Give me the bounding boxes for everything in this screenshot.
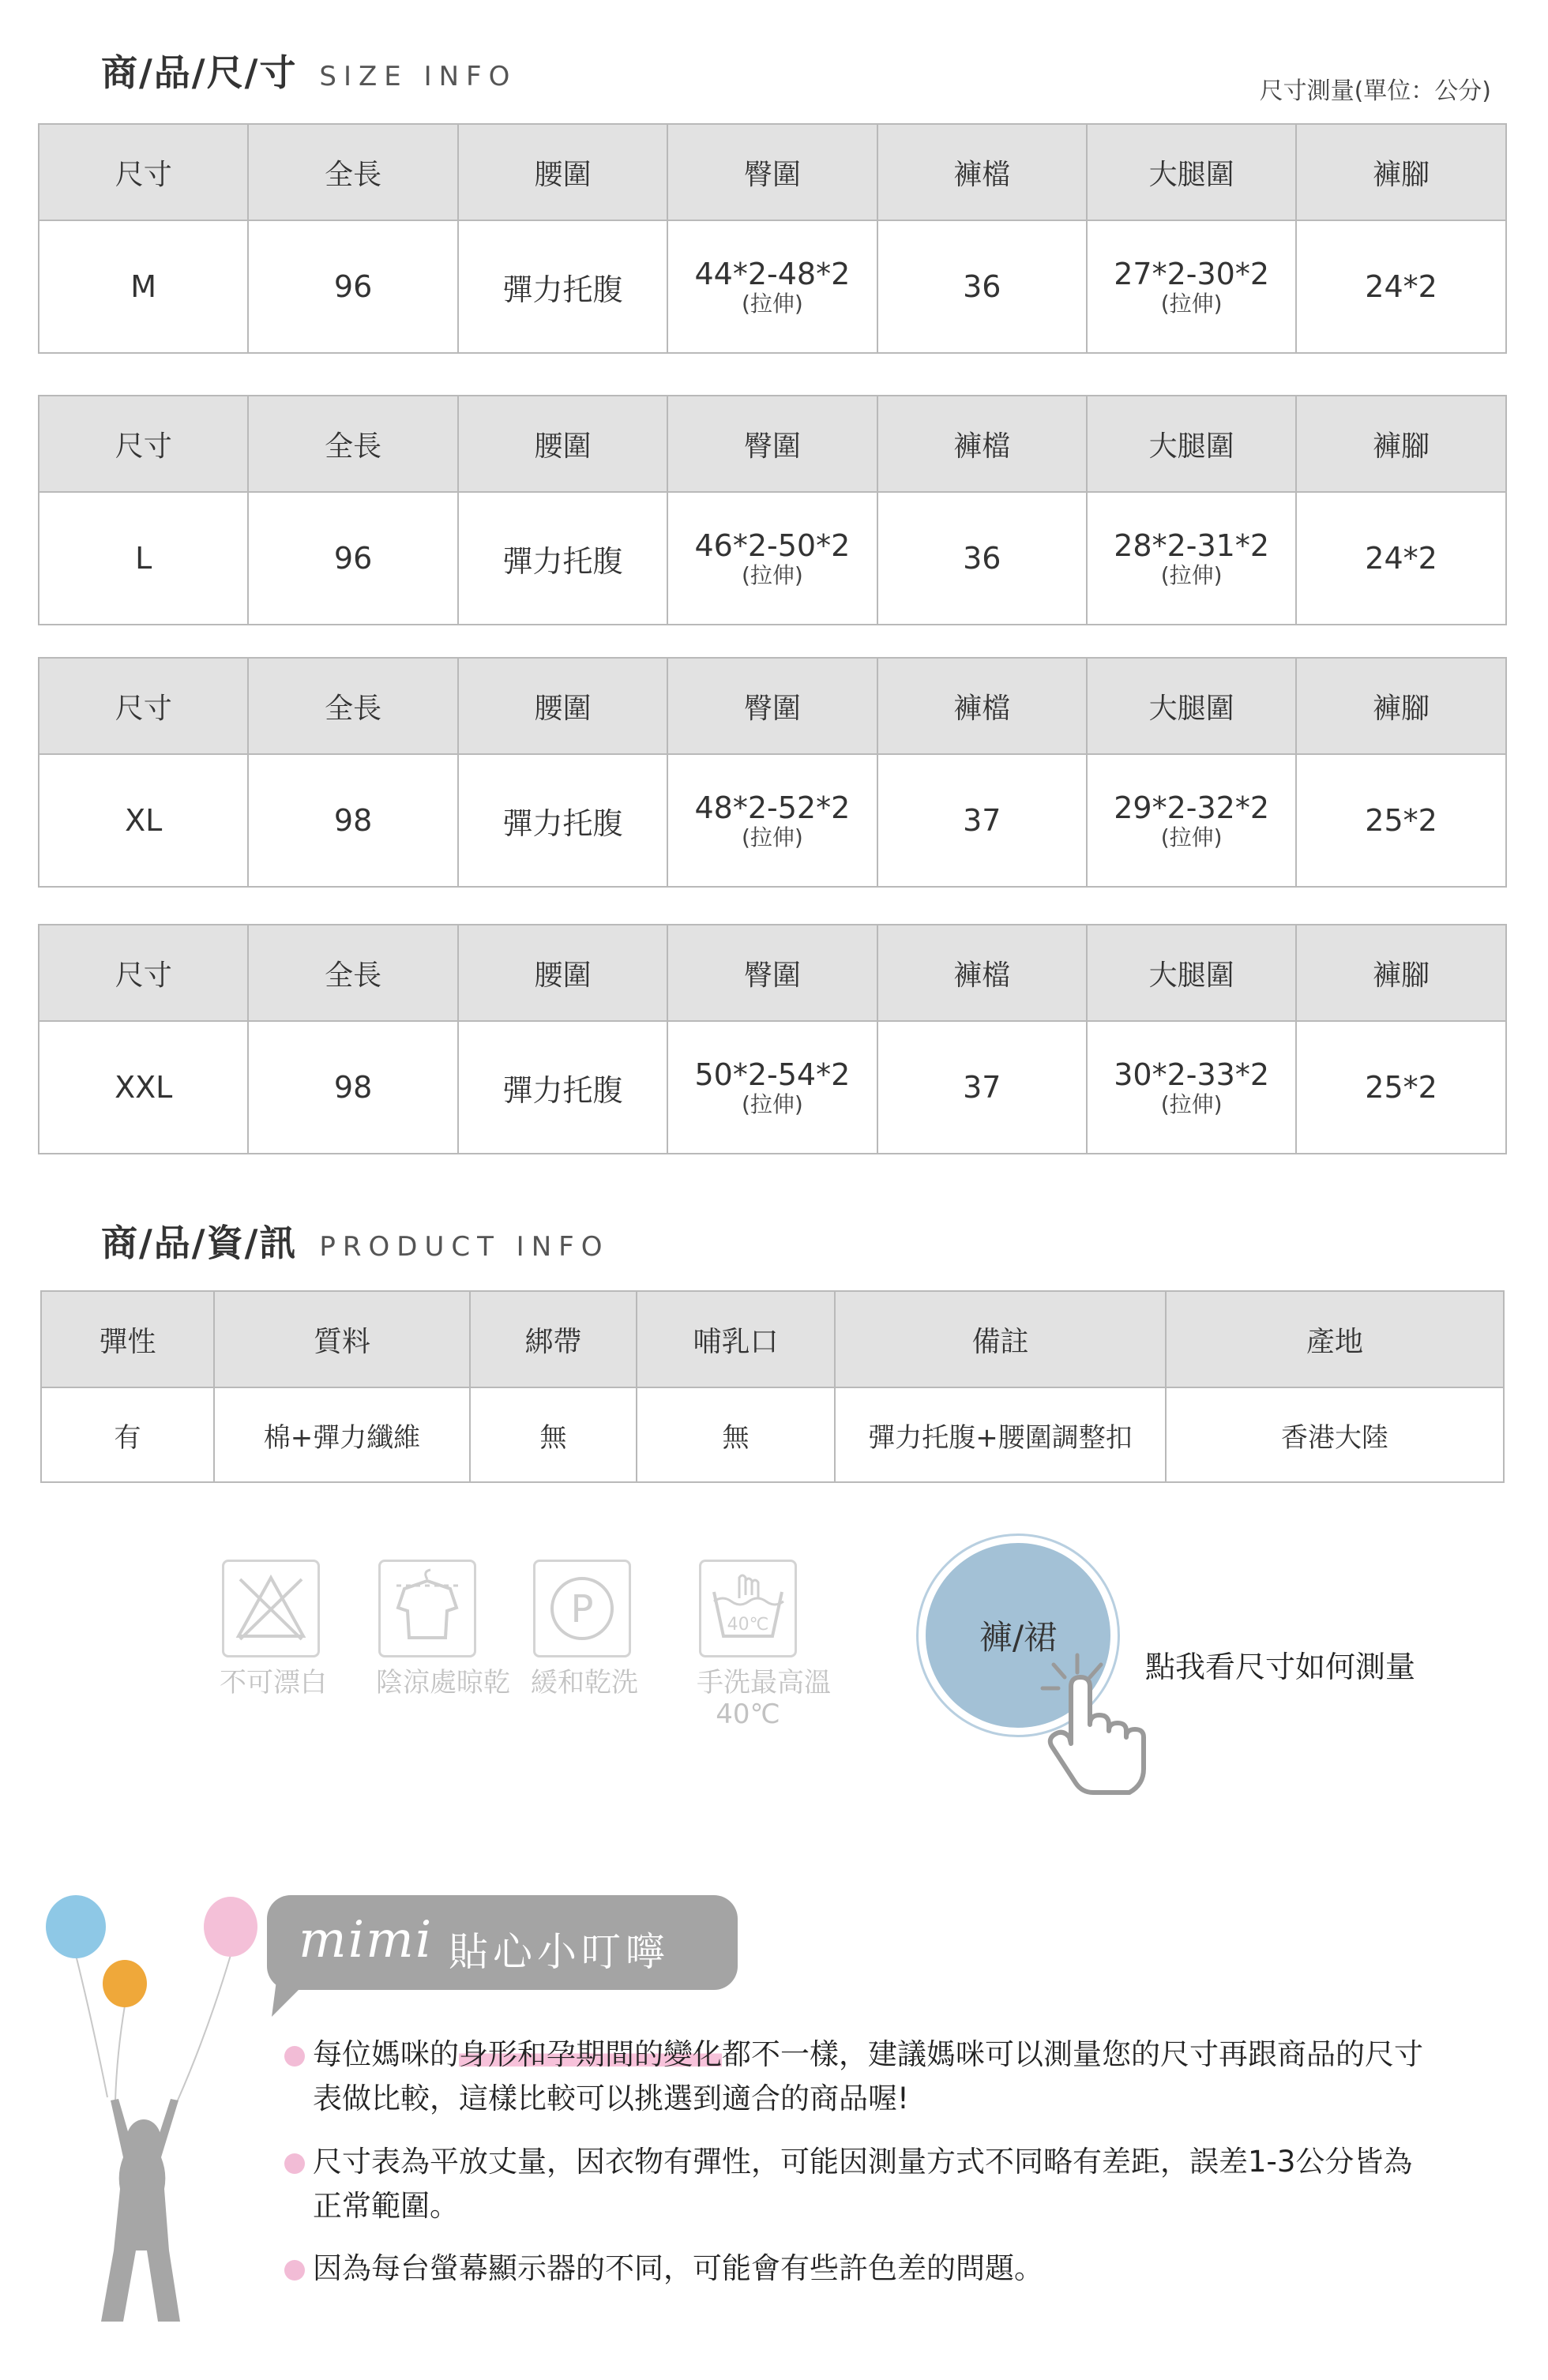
care-label: 陰涼處晾乾: [376, 1667, 510, 1699]
thigh-cell: [1087, 754, 1296, 887]
thigh-cell-value: 30*2-33*2: [1114, 1057, 1270, 1092]
hip-cell: [667, 492, 877, 625]
hand-wash-glyph: 40℃: [727, 1615, 769, 1635]
waist-cell: 彈力托腹: [458, 1021, 667, 1154]
size-cell: L: [39, 492, 248, 625]
hip-cell-value: 48*2-52*2: [694, 790, 851, 825]
size-data-row: [39, 220, 1506, 353]
header-size: 尺寸: [39, 396, 248, 492]
hip-cell-value: 44*2-48*2: [694, 257, 851, 291]
thigh-cell-note: (拉伸): [1160, 291, 1223, 317]
tip-item-2: [284, 2140, 1485, 2228]
header-waist: 腰圍: [458, 658, 667, 754]
hip-cell-note: (拉伸): [741, 1091, 803, 1117]
length-cell: 96: [248, 492, 457, 625]
thigh-cell-value: 28*2-31*2: [1114, 528, 1270, 563]
measure-guide-link[interactable]: 點我看尺寸如何測量: [1145, 1650, 1416, 1684]
care-label: 不可漂白: [220, 1667, 327, 1699]
hand-wash-icon: [699, 1560, 797, 1657]
size-header-row: [39, 925, 1506, 1021]
header-hem: 褲腳: [1296, 396, 1505, 492]
header-material: 質料: [214, 1291, 470, 1387]
value-material: 棉+彈力纖維: [214, 1387, 470, 1482]
product-info-subtitle: PRODUCT INFO: [319, 1231, 610, 1263]
header-crotch: 褲檔: [877, 124, 1087, 220]
hip-cell-note: (拉伸): [741, 562, 803, 588]
header-size: 尺寸: [39, 124, 248, 220]
dry-clean-glyph: P: [570, 1587, 594, 1631]
thigh-cell-note: (拉伸): [1160, 562, 1223, 588]
header-size: 尺寸: [39, 658, 248, 754]
value-nursing-opening: 無: [637, 1387, 835, 1482]
waist-cell: 彈力托腹: [458, 220, 667, 353]
header-origin: 產地: [1166, 1291, 1504, 1387]
product-value-row: [41, 1387, 1504, 1482]
balloon-girl-illustration: [32, 1879, 269, 2353]
tip-highlight: 身形和孕期間的變化: [459, 2037, 722, 2071]
hip-cell-value: 50*2-54*2: [694, 1057, 851, 1092]
header-hem: 褲腳: [1296, 925, 1505, 1021]
hip-cell-note: (拉伸): [741, 291, 803, 317]
size-header-row: [39, 124, 1506, 220]
tip-item-1: [284, 2033, 1485, 2121]
size-cell: XXL: [39, 1021, 248, 1154]
hip-cell: [667, 220, 877, 353]
product-header-row: [41, 1291, 1504, 1387]
header-crotch: 褲檔: [877, 925, 1087, 1021]
size-table-xl: [38, 657, 1507, 888]
crotch-cell: 37: [877, 754, 1087, 887]
thigh-cell-value: 29*2-32*2: [1114, 790, 1270, 825]
tip-text: 尺寸表為平放丈量，因衣物有彈性，可能因測量方式不同略有差距，誤差1-3公分皆為: [313, 2145, 1413, 2179]
hip-cell: [667, 1021, 877, 1154]
header-waist: 腰圍: [458, 925, 667, 1021]
header-size: 尺寸: [39, 925, 248, 1021]
hip-cell: [667, 754, 877, 887]
hem-cell: 24*2: [1296, 220, 1505, 353]
size-cell: M: [39, 220, 248, 353]
tip-text: 每位媽咪的: [313, 2037, 459, 2071]
header-waist: 腰圍: [458, 124, 667, 220]
size-info-heading: [101, 44, 517, 96]
tips-brand: mimi: [299, 1911, 434, 1969]
length-cell: 98: [248, 1021, 457, 1154]
hem-cell: 24*2: [1296, 492, 1505, 625]
hem-cell: 25*2: [1296, 754, 1505, 887]
header-hem: 褲腳: [1296, 124, 1505, 220]
tip-text: 都不一樣，建議媽咪可以測量您的尺寸再跟商品的尺寸: [722, 2037, 1423, 2071]
tip-bullet: [284, 2153, 305, 2174]
balloon-pink: [204, 1897, 257, 1957]
waist-cell: 彈力托腹: [458, 492, 667, 625]
crotch-cell: 36: [877, 220, 1087, 353]
care-gentle-dry-clean: [531, 1560, 638, 1699]
header-crotch: 褲檔: [877, 396, 1087, 492]
size-data-row: [39, 492, 1506, 625]
tips-title: 貼心小叮嚀: [449, 1929, 670, 1975]
tip-text-line2: 正常範圍。: [313, 2189, 459, 2223]
size-info-subtitle: SIZE INFO: [319, 61, 517, 92]
size-header-row: [39, 658, 1506, 754]
balloon-blue: [46, 1895, 106, 1958]
header-thigh: 大腿圍: [1087, 658, 1296, 754]
care-hand-wash: [697, 1560, 831, 1730]
size-data-row: [39, 1021, 1506, 1154]
balloon-orange: [103, 1960, 147, 2007]
hip-cell-value: 46*2-50*2: [694, 528, 851, 563]
thigh-cell-value: 27*2-30*2: [1114, 257, 1270, 291]
tip-text: 因為每台螢幕顯示器的不同，可能會有些許色差的問題。: [313, 2251, 1043, 2285]
header-waist: 腰圍: [458, 396, 667, 492]
header-hip: 臀圍: [667, 658, 877, 754]
header-length: 全長: [248, 396, 457, 492]
crotch-cell: 37: [877, 1021, 1087, 1154]
size-info-title: 商/品/尺/寸: [101, 51, 298, 94]
care-dry-in-shade: [376, 1560, 510, 1699]
thigh-cell-note: (拉伸): [1160, 824, 1223, 850]
size-table-xxl: [38, 924, 1507, 1154]
header-hem: 褲腳: [1296, 658, 1505, 754]
thigh-cell: [1087, 220, 1296, 353]
tip-bullet: [284, 2046, 305, 2067]
tip-text-line2: 表做比較，這樣比較可以挑選到適合的商品喔!: [313, 2082, 909, 2115]
size-cell: XL: [39, 754, 248, 887]
unit-note: 尺寸測量(單位：公分): [1259, 77, 1491, 105]
hem-cell: 25*2: [1296, 1021, 1505, 1154]
waist-cell: 彈力托腹: [458, 754, 667, 887]
tip-item-3: [284, 2247, 1485, 2291]
product-info-heading: [101, 1214, 609, 1267]
size-data-row: [39, 754, 1506, 887]
thigh-cell: [1087, 492, 1296, 625]
thigh-cell-note: (拉伸): [1160, 1091, 1223, 1117]
header-hip: 臀圍: [667, 124, 877, 220]
header-hip: 臀圍: [667, 396, 877, 492]
no-bleach-icon: [222, 1560, 320, 1657]
measure-bubble-label: 褲/裙: [979, 1618, 1058, 1657]
tip-bullet: [284, 2260, 305, 2281]
care-no-bleach: [220, 1560, 327, 1699]
header-strap: 綁帶: [470, 1291, 637, 1387]
header-length: 全長: [248, 124, 457, 220]
header-length: 全長: [248, 925, 457, 1021]
tips-banner-tail: [269, 1980, 316, 2020]
header-hip: 臀圍: [667, 925, 877, 1021]
value-strap: 無: [470, 1387, 637, 1482]
header-length: 全長: [248, 658, 457, 754]
header-thigh: 大腿圍: [1087, 396, 1296, 492]
value-notes: 彈力托腹+腰圍調整扣: [835, 1387, 1166, 1482]
product-info-table: [40, 1290, 1505, 1483]
header-thigh: 大腿圍: [1087, 124, 1296, 220]
value-elasticity: 有: [41, 1387, 214, 1482]
care-label: 緩和乾洗: [531, 1667, 638, 1699]
header-nursing-opening: 哺乳口: [637, 1291, 835, 1387]
thigh-cell: [1087, 1021, 1296, 1154]
header-notes: 備註: [835, 1291, 1166, 1387]
header-thigh: 大腿圍: [1087, 925, 1296, 1021]
care-label-temp: 40℃: [716, 1699, 780, 1730]
care-label: 手洗最高溫: [697, 1667, 831, 1699]
product-info-title: 商/品/資/訊: [101, 1222, 298, 1264]
hip-cell-note: (拉伸): [741, 824, 803, 850]
length-cell: 98: [248, 754, 457, 887]
header-crotch: 褲檔: [877, 658, 1087, 754]
dry-in-shade-icon: [378, 1560, 476, 1657]
length-cell: 96: [248, 220, 457, 353]
size-table-m: [38, 123, 1507, 354]
crotch-cell: 36: [877, 492, 1087, 625]
header-elasticity: 彈性: [41, 1291, 214, 1387]
gentle-dry-clean-icon: [533, 1560, 631, 1657]
value-origin: 香港大陸: [1166, 1387, 1504, 1482]
size-header-row: [39, 396, 1506, 492]
size-table-l: [38, 395, 1507, 625]
